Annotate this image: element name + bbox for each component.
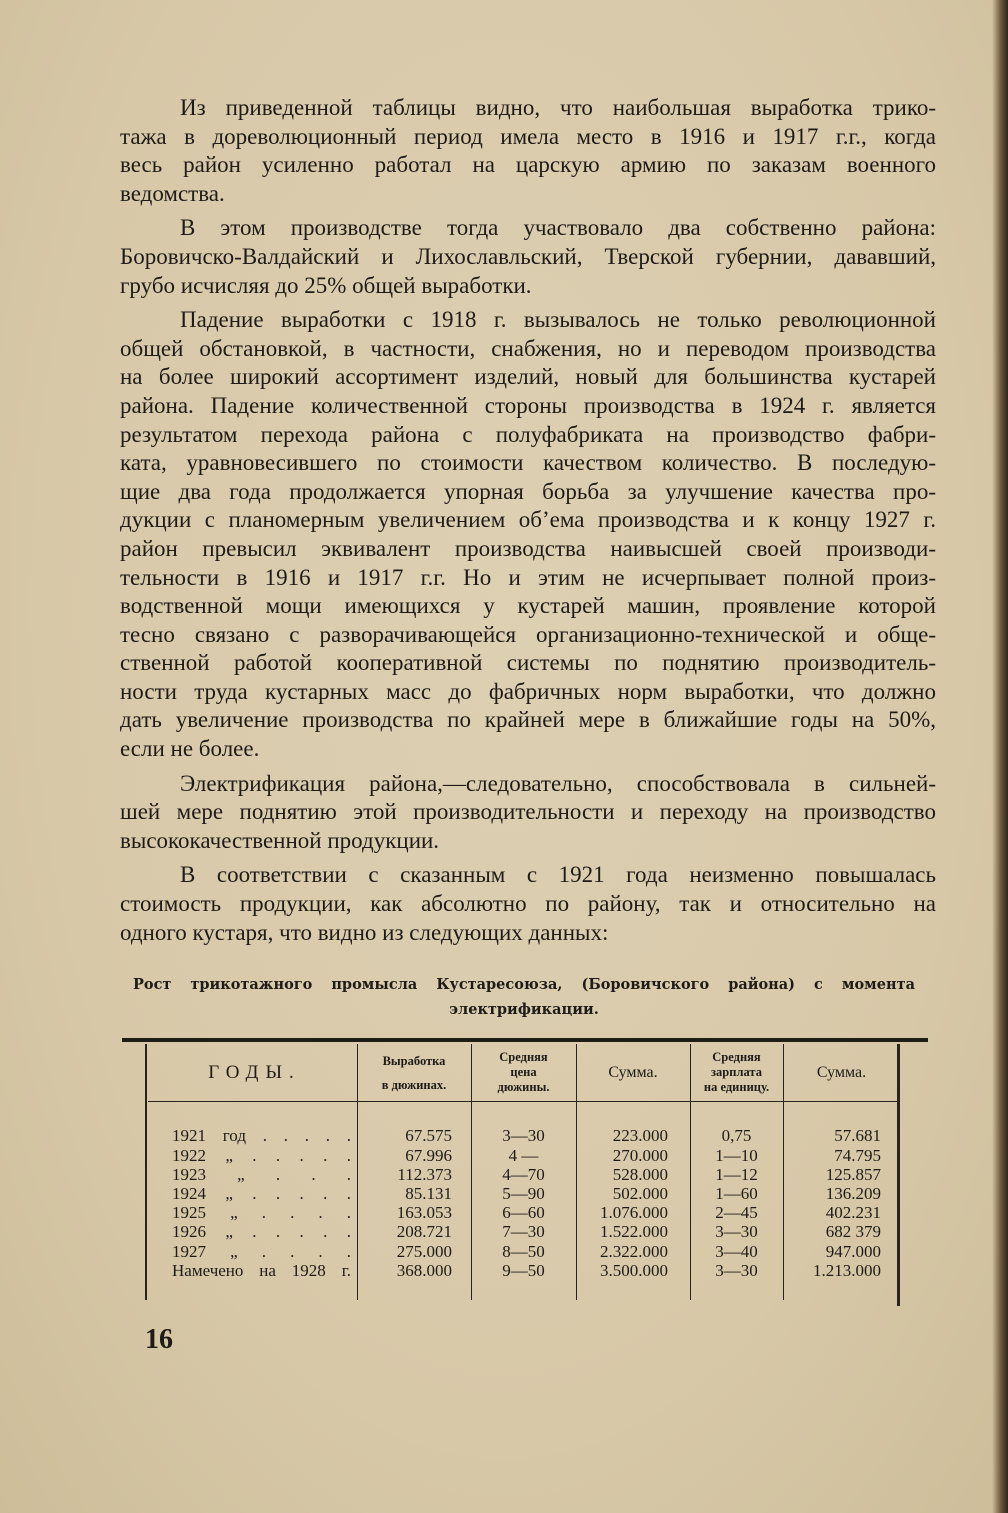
cell-sum: 502.000 xyxy=(612,1183,668,1203)
header-wage-line: зарплата xyxy=(711,1065,762,1079)
cell-price: 4—70 xyxy=(502,1164,545,1184)
header-output-line: Выработка xyxy=(382,1053,446,1068)
table-row xyxy=(145,1203,900,1222)
cell-output: 208.721 xyxy=(396,1222,452,1242)
cell-wage: 3—30 xyxy=(715,1260,758,1280)
cell-sum: 1.522.000 xyxy=(600,1222,668,1242)
cell-sum: 3.500.000 xyxy=(600,1260,668,1280)
body-text-line: тельности в 1916 и 1917 г.г. Но и этим не исчерпывает полной произ- xyxy=(120,564,936,590)
body-text-line: В этом производстве тогда участвовало два собственно района: xyxy=(180,215,936,241)
cell-wage: 2—45 xyxy=(715,1203,758,1223)
body-text-line: шей мере поднятию этой производительности и переходу на производство xyxy=(120,799,936,825)
paragraph xyxy=(120,306,936,764)
cell-total: 947.000 xyxy=(825,1241,881,1261)
body-text-line: весь район усиленно работал на царскую армию по заказам военного xyxy=(120,152,936,178)
cell-wage: 1—60 xyxy=(715,1183,758,1203)
body-text-line: если не более. xyxy=(120,736,260,762)
table-row xyxy=(145,1165,900,1184)
header-output-line: в дюжинах. xyxy=(381,1077,447,1092)
cell-year: 1922 „ . . . . . xyxy=(172,1145,351,1165)
body-text-line: грубо исчисляя до 25% общей выработки. xyxy=(120,272,532,298)
cell-price: 5—90 xyxy=(502,1183,545,1203)
header-price-line: Средняя xyxy=(499,1050,548,1064)
cell-year: Намечено на 1928 г. xyxy=(172,1260,351,1280)
table-caption-line: электрификации. xyxy=(449,1001,599,1018)
cell-total: 1.213.000 xyxy=(813,1260,881,1280)
page-edge xyxy=(992,0,1008,1513)
cell-total: 57.681 xyxy=(834,1126,881,1146)
body-text-line: на более широкий ассортимент изделий, новый для большинства кустарей xyxy=(120,364,936,390)
paragraph xyxy=(120,214,936,300)
cell-output: 112.373 xyxy=(397,1164,452,1184)
header-total: Сумма. xyxy=(816,1063,867,1081)
body-text-line: высококачественной продукции. xyxy=(120,827,440,853)
body-text xyxy=(120,94,936,947)
cell-year: 1921 год . . . . . xyxy=(172,1126,351,1146)
header-wage xyxy=(690,1044,783,1101)
cell-total: 125.857 xyxy=(825,1164,881,1184)
body-text-line: района. Падение количественной стороны производства в 1924 г. является xyxy=(120,392,936,418)
table-row xyxy=(145,1222,900,1241)
cell-total: 682 379 xyxy=(825,1222,881,1242)
body-text-line: щие два года продолжается упорная борьба за улучшение качества про- xyxy=(120,478,936,504)
body-text-line: стоимость продукции, как абсолютно по району, так и относительно на xyxy=(120,891,936,917)
body-text-line: Электрификация района,—следовательно, способствовала в сильней- xyxy=(180,770,936,796)
paragraph xyxy=(120,94,936,208)
body-text-line: общей обстановкой, в частности, снабжения, но и переводом производства xyxy=(120,335,936,361)
cell-wage: 3—30 xyxy=(715,1222,758,1242)
body-text-line: ности труда кустарных масс до фабричных норм выработки, что должно xyxy=(120,678,936,704)
cell-year: 1924 „ . . . . . xyxy=(172,1183,351,1203)
body-text-line: одного кустаря, что видно из следующих данных: xyxy=(120,919,609,945)
cell-year: 1927 „ . . . . xyxy=(172,1241,351,1261)
body-text-line: ведомства. xyxy=(120,180,225,206)
cell-output: 85.131 xyxy=(405,1183,452,1203)
header-price-line: дюжины. xyxy=(497,1080,550,1094)
cell-price: 7—30 xyxy=(502,1222,545,1242)
data-table xyxy=(145,1044,900,1302)
cell-year: 1925 „ . . . . xyxy=(172,1203,351,1223)
cell-wage: 1—12 xyxy=(715,1164,758,1184)
header-price xyxy=(471,1044,576,1101)
body-text-line: тажа в дореволюционный период имела место в 1916 и 1917 г.г., когда xyxy=(120,123,936,149)
cell-output: 67.996 xyxy=(405,1145,452,1165)
paragraph xyxy=(120,770,936,856)
body-text-line: Боровичско-Валдайский и Лихославльский, Тверской губернии, дававший, xyxy=(120,243,936,269)
cell-sum: 223.000 xyxy=(612,1126,668,1146)
body-text-line: ката, уравновесившего по стоимости качеством количество. В последую- xyxy=(120,450,936,476)
body-text-line: дать увеличение производства по крайней мере в ближайшие годы на 50%, xyxy=(120,707,936,733)
cell-total: 136.209 xyxy=(825,1183,881,1203)
table-header xyxy=(145,1044,900,1101)
header-sum: Сумма. xyxy=(608,1063,658,1081)
cell-price: 3—30 xyxy=(502,1126,545,1146)
cell-output: 67.575 xyxy=(405,1126,452,1146)
header-wage-line: на единицу. xyxy=(703,1080,770,1094)
header-output xyxy=(357,1044,471,1101)
cell-price: 6—60 xyxy=(502,1203,545,1223)
cell-wage: 1—10 xyxy=(715,1145,758,1165)
cell-price: 9—50 xyxy=(502,1260,545,1280)
body-text-line: район превысил эквивалент производства наивысшей своей производи- xyxy=(120,535,936,561)
cell-total: 402.231 xyxy=(825,1203,881,1223)
cell-output: 275.000 xyxy=(396,1241,452,1261)
header-price-line: цена xyxy=(510,1065,537,1079)
header-years: ГОДЫ. xyxy=(208,1061,301,1083)
cell-sum: 270.000 xyxy=(612,1145,668,1165)
cell-output: 368.000 xyxy=(396,1260,452,1280)
table-top-rule xyxy=(122,1038,928,1042)
body-text-line: водственной мощи имеющихся у кустарей машин, проявление которой xyxy=(120,593,936,619)
table-row xyxy=(145,1261,900,1280)
cell-wage: 3—40 xyxy=(715,1241,758,1261)
cell-year: 1926 „ . . . . . xyxy=(172,1222,351,1242)
cell-wage: 0,75 xyxy=(721,1126,752,1146)
body-text-line: В соответствии с сказанным с 1921 года неизменно повышалась xyxy=(180,862,936,888)
body-text-line: дукции с планомерным увеличением об’ема производства и к концу 1927 г. xyxy=(120,507,936,533)
table-row xyxy=(145,1242,900,1261)
cell-sum: 1.076.000 xyxy=(600,1203,668,1223)
table-body xyxy=(145,1126,900,1280)
cell-year: 1923 „ . . . xyxy=(172,1164,351,1184)
page-number: 16 xyxy=(145,1324,173,1355)
header-wage-line: Средняя xyxy=(712,1050,761,1064)
paragraph xyxy=(120,861,936,947)
cell-sum: 528.000 xyxy=(612,1164,668,1184)
cell-price: 8—50 xyxy=(502,1241,545,1261)
header-rule xyxy=(148,1101,898,1102)
body-text-line: Из приведенной таблицы видно, что наибольшая выработка трико- xyxy=(180,95,936,120)
table-row xyxy=(145,1126,900,1145)
table-caption-line: Рост трикотажного промысла Кустаресоюза, (Боровичского района) с момента xyxy=(133,976,915,993)
body-text-line: ственной работой кооперативной системы по поднятию производитель- xyxy=(120,650,936,676)
body-text-line: Падение выработки с 1918 г. вызывалось не только революционной xyxy=(180,307,936,333)
cell-total: 74.795 xyxy=(834,1145,881,1165)
body-text-line: результатом перехода района с полуфабриката на производство фабри- xyxy=(120,421,936,447)
cell-price: 4 — xyxy=(508,1145,539,1165)
table-row xyxy=(145,1146,900,1165)
table-row xyxy=(145,1184,900,1203)
body-text-line: тесно связано с разворачивающейся организационно-технической и обще- xyxy=(120,621,936,647)
cell-output: 163.053 xyxy=(396,1203,452,1223)
cell-sum: 2.322.000 xyxy=(600,1241,668,1261)
